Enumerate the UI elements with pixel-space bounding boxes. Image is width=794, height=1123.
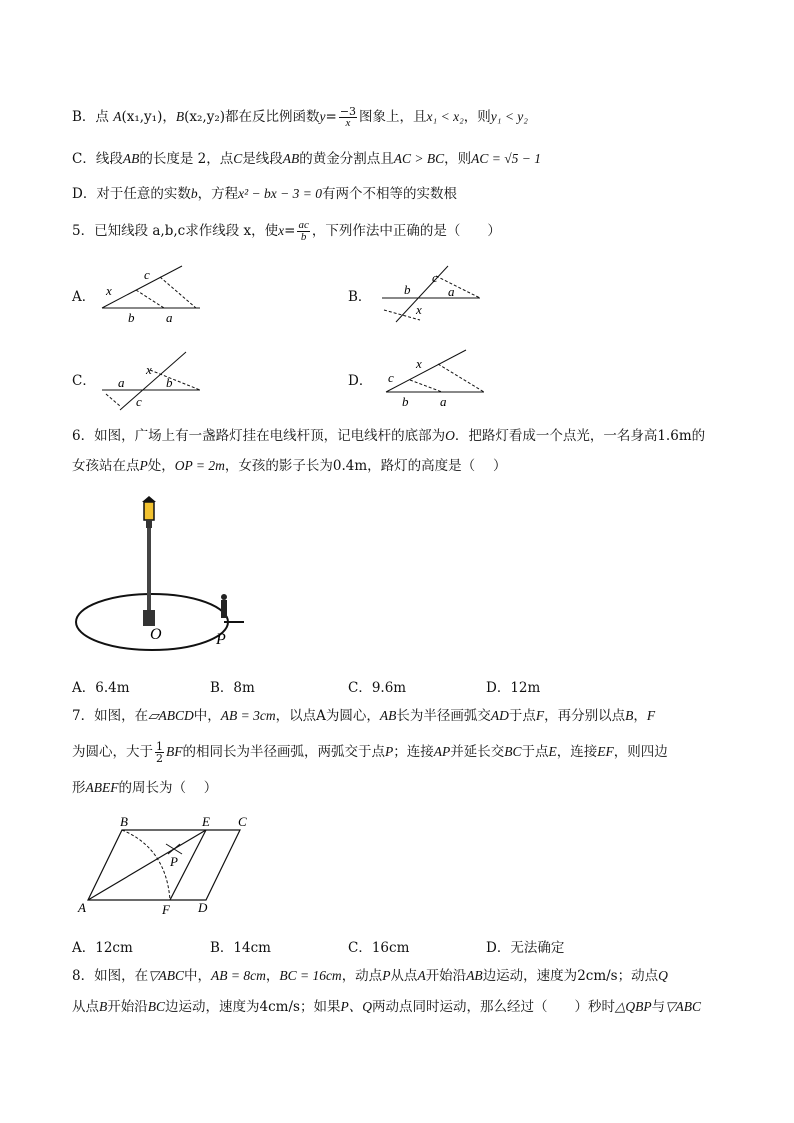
label-x: x <box>416 302 422 317</box>
q5-option-a-label: A． <box>72 289 96 305</box>
label-x: x <box>146 362 152 377</box>
text: B．点 <box>72 109 114 125</box>
text: 边运动，速度为 <box>165 999 260 1015</box>
text: 从点 <box>72 999 99 1015</box>
label-a: A <box>78 900 86 915</box>
point: Q <box>658 968 668 983</box>
q6-option-c: C．9.6m <box>348 680 407 696</box>
q5-option-b-label: B． <box>348 289 372 305</box>
denominator: b <box>300 231 307 243</box>
result: AC = √5 − 1 <box>471 151 542 166</box>
points: P、Q <box>340 999 372 1014</box>
q8-stem-line2 <box>72 997 701 1017</box>
text: 图象上，且 <box>359 109 427 125</box>
girl-head <box>221 594 227 600</box>
lamp-neck <box>146 520 152 528</box>
text: 7．如图，在 <box>72 708 149 724</box>
text: 是线段 <box>242 151 283 167</box>
value: 2cm/s <box>577 968 618 984</box>
equals: = <box>284 223 296 239</box>
text: ，路灯的高度是（ ） <box>367 458 507 474</box>
text: 6．如图，广场上有一盏路灯挂在电线杆顶，记电线杆的底部为 <box>72 428 446 444</box>
point: A <box>417 968 426 983</box>
text: ；动点 <box>617 968 659 984</box>
text: 于点 <box>521 744 549 760</box>
q7-stem-line3 <box>72 778 217 798</box>
denominator: x <box>345 117 351 129</box>
value: 1.6m <box>657 428 692 444</box>
q6-option-a: A．6.4m <box>72 680 130 696</box>
q5-figure-d <box>384 348 504 408</box>
label-b: b <box>128 310 135 325</box>
segment: BF <box>166 744 183 759</box>
text: 两动点同时运动，那么经过（ ）秒时 <box>371 999 615 1015</box>
segment: AB <box>379 708 397 723</box>
q7-parallelogram-figure <box>74 814 274 924</box>
q8-stem-line1 <box>72 966 668 986</box>
condition: x₁ < x₂ <box>426 109 464 124</box>
equation: OP = 2m <box>174 458 225 473</box>
label-c: C <box>238 814 247 829</box>
label-d: D <box>198 900 208 915</box>
text: ，方程 <box>197 186 239 202</box>
q7-option-d: D．无法确定 <box>486 940 565 956</box>
q4-option-c <box>72 149 541 169</box>
text: 的长度是 2，点 <box>139 151 234 167</box>
q5-figure-b <box>380 262 500 322</box>
q4-option-d <box>72 184 457 204</box>
label-b: b <box>166 375 173 390</box>
parallelogram-abcd <box>88 830 240 900</box>
segment: BC <box>504 744 522 759</box>
text: ，则 <box>444 151 472 167</box>
point: P <box>385 744 394 759</box>
q6-option-d: D．12m <box>486 680 541 696</box>
triangle: ▽ABC <box>148 968 184 983</box>
label-a: a <box>440 394 447 409</box>
label-c: c <box>144 267 150 282</box>
point: E <box>548 744 557 759</box>
point-b: B <box>175 109 185 124</box>
girl-figure <box>221 600 227 618</box>
q5-figure-c <box>100 350 220 410</box>
segment: AP <box>433 744 451 759</box>
text: ， <box>265 968 280 984</box>
equation: AB = 3cm <box>220 708 276 723</box>
segment: EF <box>597 744 614 759</box>
q5-option-c-label: C． <box>72 373 96 389</box>
text: 长为半径画弧交 <box>396 708 491 724</box>
text: 从点 <box>390 968 418 984</box>
text: ，再分别以点 <box>544 708 626 724</box>
var-b: b <box>190 186 198 201</box>
label-c: c <box>388 370 394 385</box>
quadrilateral: ABEF <box>85 780 119 795</box>
text: 边运动，速度为 <box>482 968 578 984</box>
q4-option-b <box>72 106 528 129</box>
text: 的相同长为半径画弧，两弧交于点 <box>182 744 385 760</box>
label-a: a <box>448 284 455 299</box>
q7-option-c: C．16cm <box>348 940 410 956</box>
text: ，下列作法中正确的是（ ） <box>311 223 501 239</box>
point: B <box>625 708 634 723</box>
text: ，以点A为圆心， <box>275 708 380 724</box>
var-x: x <box>278 223 285 238</box>
text: 处， <box>147 458 175 474</box>
text: ，连接 <box>556 744 598 760</box>
value: 4cm/s <box>259 999 300 1015</box>
numerator: −3 <box>339 105 357 118</box>
point-c: C <box>233 151 243 166</box>
text: 都在反比例函数 <box>225 109 320 125</box>
text: 的 <box>691 428 706 444</box>
text: 的黄金分割点且 <box>299 151 394 167</box>
q6-streetlight-figure <box>72 494 252 654</box>
q6-option-b: B．8m <box>210 680 255 696</box>
q5-option-d-label: D． <box>348 373 373 389</box>
text: 形 <box>72 780 86 796</box>
value: 0.4m <box>332 458 368 474</box>
q6-stem-line2 <box>72 456 506 476</box>
text: 5．已知线段 a,b,c求作线段 x，使 <box>72 223 279 239</box>
label-f: F <box>162 902 170 917</box>
label-c: c <box>432 270 438 285</box>
text: ；如果 <box>299 999 341 1015</box>
text: ，女孩的影子长为 <box>224 458 333 474</box>
segment: AB <box>466 968 483 983</box>
equation: AB = 8cm <box>210 968 266 983</box>
fraction <box>339 106 357 129</box>
label-c: c <box>136 394 142 409</box>
label-p: P <box>170 854 178 869</box>
text: ，动点 <box>341 968 383 984</box>
triangle: ▽ABC <box>665 999 701 1014</box>
lamp-pole <box>147 528 151 616</box>
q5-stem <box>72 220 501 243</box>
q5-figure-a <box>100 262 220 325</box>
coords-a: (x₁,y₁) <box>121 109 163 125</box>
point-o: O <box>445 428 455 443</box>
q6-stem-line1 <box>72 426 705 446</box>
text: ，则 <box>463 109 491 125</box>
text: 于点 <box>508 708 536 724</box>
point: P <box>382 968 391 983</box>
denominator: 2 <box>156 752 163 765</box>
condition: AC > BC <box>393 151 445 166</box>
label-b: B <box>120 814 128 829</box>
var-y: y <box>319 109 326 124</box>
label-x: x <box>416 356 422 371</box>
lamp-base <box>143 610 155 626</box>
point: F <box>535 708 545 723</box>
text: 中， <box>193 708 221 724</box>
q7-option-b: B．14cm <box>210 940 271 956</box>
text: 为圆心，大于 <box>72 744 153 760</box>
fraction <box>297 220 309 243</box>
point-p: P <box>139 458 148 473</box>
text: ；连接 <box>393 744 434 760</box>
point-a: A <box>113 109 122 124</box>
text: D．对于任意的实数 <box>72 186 191 202</box>
fraction <box>155 741 164 764</box>
q7-stem-line2 <box>72 741 668 764</box>
segment: BC <box>147 999 166 1014</box>
label-o: O <box>150 626 162 643</box>
text: 并延长交 <box>450 744 505 760</box>
result: y₁ < y₂ <box>490 109 528 124</box>
point: F <box>646 708 656 723</box>
text: 开始沿 <box>107 999 148 1015</box>
equation: x² − bx − 3 = 0 <box>238 186 322 201</box>
lamp-head <box>144 502 154 520</box>
coords-b: (x₂,y₂) <box>184 109 225 125</box>
text: ．把路灯看成一个点光，一名身高 <box>454 428 658 444</box>
q7-stem-line1 <box>72 706 655 726</box>
label-p: P <box>216 631 226 648</box>
triangle: △QBP <box>614 999 652 1014</box>
equals: = <box>325 109 337 125</box>
label-a: a <box>166 310 173 325</box>
lamp-cap <box>142 496 156 502</box>
text: 的周长为（ ） <box>118 780 218 796</box>
equation: BC = 16cm <box>279 968 342 983</box>
text: 中， <box>183 968 211 984</box>
text: C．线段 <box>72 151 123 167</box>
point: B <box>99 999 108 1014</box>
text: 开始沿 <box>425 968 467 984</box>
text: 女孩站在点 <box>72 458 140 474</box>
label-b: b <box>402 394 409 409</box>
text: ， <box>162 109 176 125</box>
parallelogram: ▱ABCD <box>148 708 194 723</box>
text: 与 <box>651 999 666 1015</box>
label-a: a <box>118 375 125 390</box>
text: ，则四边 <box>613 744 668 760</box>
segment-ab: AB <box>282 151 300 166</box>
label-b: b <box>404 282 411 297</box>
segment: AD <box>490 708 509 723</box>
text: 有两个不相等的实数根 <box>321 186 457 202</box>
numerator: 1 <box>156 740 163 753</box>
text: ， <box>633 708 647 724</box>
numerator: ac <box>298 219 309 231</box>
label-x: x <box>106 283 112 298</box>
segment-ab: AB <box>122 151 140 166</box>
text: 8．如图，在 <box>72 968 149 984</box>
q7-option-a: A．12cm <box>72 940 133 956</box>
label-e: E <box>202 814 210 829</box>
